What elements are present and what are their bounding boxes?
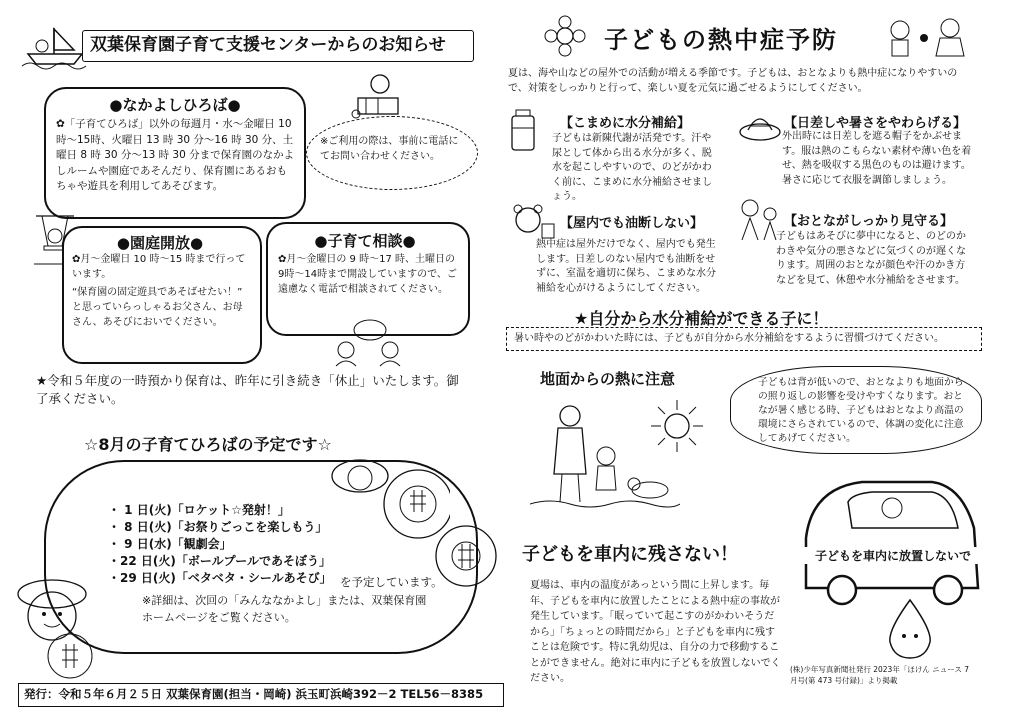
car-body: 夏場は、車内の温度があっという間に上昇します。毎年、子どもを車内に放置したことによる熱中症の事故が発生しています。「眠っていて起こすのがかわいそうだから」「ちょっとの時間だから」と子どもを車内に残すことは危険です。特に乳幼児は、自分の力で移動することができません。絶対に車内に子どもを放置しないでください。 [530,580,781,684]
list-item: ・ 9 日(水)「観劇会」 [108,537,232,551]
water-title: 【こまめに水分補給】 [560,116,691,131]
water-bottle-icon [506,106,542,156]
temporary-notice: ★令和５年度の一時預かり保育は、昨年に引き続き「休止」いたします。御了承ください。 [36,373,459,406]
heatstroke-title: 子どもの熱中症予防 [604,26,838,54]
indoor-title: 【屋内でも油断しない】 [560,216,704,231]
list-item: ・29 日(火)「ベタベタ・シールあそび」 [108,571,332,585]
sun-body: 外出時には日差しを遮る帽子をかぶせます。服は熱のこもらない素材や薄い色を着せ、熱を吸収する黒色のものは避けます。暑さに応じて衣服を調節しましょう。 [782,131,972,186]
list-item: ・ 8 日(火)「お祭りごっこを楽しもう」 [108,520,328,534]
garden-body-1: ✿月～金曜日 10 時～15 時まで行っています。 [72,254,246,280]
consult-body: ✿月～金曜日の 9 時～17 時、土曜日の 9時～14時まで開設していますので、ご遠慮なく電話で相談されてください。 [278,254,457,295]
list-item: ・ 1 日(火)「ロケット☆発射！」 [108,503,290,517]
list-item: ・22 日(火)「ボールプールであそぼう」 [108,554,332,568]
hat-icon [738,106,782,146]
august-title: ☆8月の子育てひろばの予定です☆ [84,435,332,454]
children-playing-icon [348,70,408,120]
car-label: 子どもを車内に放置しないで [798,547,988,564]
august-suffix: を予定しています。 [340,575,443,589]
credit-text: (株)少年写真新聞社発行 2023年「ほけん ニュース 7 月号(第 473 号付録)」より掲載 [790,665,969,685]
header-banner [20,24,480,68]
garden-title: ●園庭開放● [116,234,204,252]
sunflower-face-icon [0,572,110,682]
garden-body-2: “保育園の固定遊具であそばせたい！” と思っていらっしゃるお父さん、お母さん、あそびにおいでください。 [72,287,243,328]
sun-title: 【日差しや暑さをやわらげる】 [784,116,967,131]
watch-body: 子どもはあそびに夢中になると、のどのかわきや気分の悪さなどに気づくのが遅くなります。周囲のおとなが顔色や汗のかき方などを見て、休憩や水分補給をさせます。 [776,231,966,286]
watch-title: 【おとながしっかり見守る】 [784,214,954,229]
parents-icon [330,318,410,368]
nakayoshi-body: ✿「子育てひろば」以外の毎週月・水～金曜日 10時～15時、火曜日 13 時 30 分～16 時 30 分、土曜日 8 時 30 分～13 時 30 分まで保育園のなかよしルームや園庭であそんだり、保育園にあるおもちゃや遊具を利用してあそびます。 [56,118,295,192]
nakayoshi-note: ※ご利用の際は、事前に電話にてお問い合わせください。 [320,136,459,162]
ground-title: 地面からの熱に注意 [540,370,676,388]
ground-body-text: 子どもは背が低いので、おとなよりも地面からの照り返しの影響を受けやすくなります。おとなが暑く感じる時、子どもはおとなより高温の環境にさらされているので、体調の変化に注意してあげてください。 [758,377,964,444]
consult-title: ●子育て相談● [314,232,416,250]
august-note: ※詳細は、次回の「みんななかよし」または、双葉保育園ホームページをご覧ください。 [142,594,427,624]
boat-icon [20,24,90,70]
kids-icon [880,16,980,60]
self-body: 暑い時やのどがかわいた時には、子どもが自分から水分補給をするように習慣づけてください。 [514,333,944,344]
water-body: 子どもは新陳代謝が活発です。汗や尿として体から出る水分が多く、脱水を起こしやすいので、のどがかわく前に、こまめに水分補給させましょう。 [552,133,712,202]
header-title: 双葉保育園子育て支援センターからのお知らせ [90,35,446,55]
self-title: ★自分から水分補給ができる子に！ [574,309,829,328]
flower-icon [540,14,590,64]
nakayoshi-title: ●なかよしひろば● [109,96,241,114]
car-title: 子どもを車内に残さない！ [522,544,738,565]
footer-text: 発行：令和５年６月２５日 双葉保育園(担当・岡崎) 浜玉町浜崎392－2 TEL56－8385 [24,687,484,701]
heatstroke-intro: 夏は、海や山などの屋外での活動が増える季節です。子どもは、おとなよりも熱中症になりやすいので、対策をしっかりと行って、楽しい夏を元気に過ごせるようにしてください。 [508,68,958,94]
indoor-body: 熱中症は屋外だけでなく、屋内でも発生します。日差しのない屋内でも油断をせずに、室温を適切に保ち、こまめな水分補給を心がけるようにしてください。 [536,239,716,294]
water-drop-icon [880,594,940,664]
walking-family-icon [530,398,680,508]
